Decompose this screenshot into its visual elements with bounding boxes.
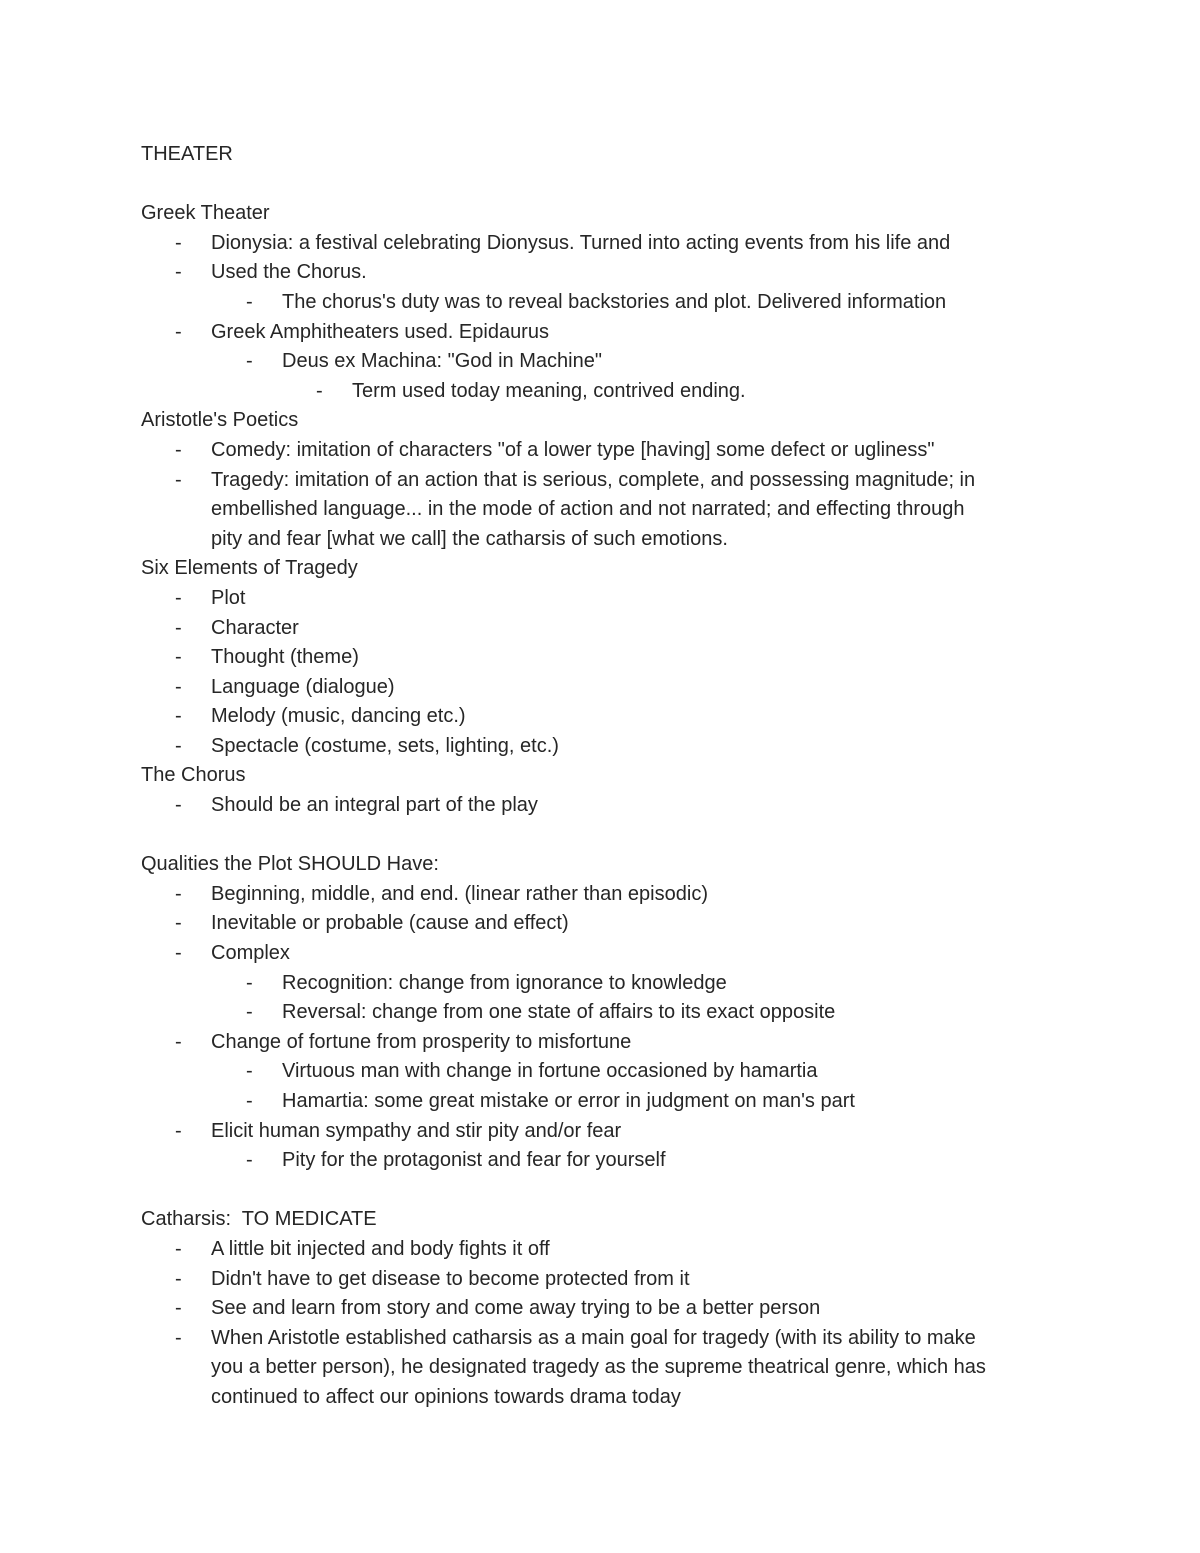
list-item-text: Thought (theme) [211, 646, 359, 669]
dash-bullet: - [175, 912, 182, 935]
list-item [141, 377, 1071, 407]
list-item-text: Deus ex Machina: "God in Machine" [282, 350, 602, 373]
dash-bullet: - [246, 350, 253, 373]
document-title [141, 140, 1071, 170]
list-item-text: Beginning, middle, and end. (linear rather than episodic) [211, 882, 708, 905]
list-item [141, 880, 1071, 910]
dash-bullet: - [316, 379, 323, 402]
heading-text: Six Elements of Tragedy [141, 557, 358, 580]
list-item-text: Complex [211, 942, 290, 965]
list-item-continuation [141, 1353, 1071, 1383]
dash-bullet: - [175, 616, 182, 639]
list-item [141, 318, 1071, 348]
list-item [141, 584, 1071, 614]
dash-bullet: - [246, 1090, 253, 1112]
list-item-text: Dionysia: a festival celebrating Dionysus. Turned into acting events from his life and [211, 231, 951, 254]
heading-text: Aristotle's Poetics [141, 409, 299, 432]
list-item-text: Recognition: change from ignorance to knowledge [282, 971, 727, 994]
dash-bullet: - [175, 1267, 182, 1290]
list-item-continuation [141, 1383, 1071, 1413]
dash-bullet: - [246, 971, 253, 994]
heading-text: Qualities the Plot SHOULD Have: [141, 853, 439, 876]
list-item [141, 939, 1071, 969]
list-item-text: Change of fortune from prosperity to misfortune [211, 1030, 632, 1053]
list-item-text: Melody (music, dancing etc.) [211, 705, 466, 728]
list-item [141, 1294, 1071, 1324]
document-body [141, 140, 1071, 1413]
dash-bullet: - [175, 1326, 182, 1349]
dash-bullet: - [175, 1237, 182, 1260]
list-item-text: Language (dialogue) [211, 675, 395, 698]
heading-text: Greek Theater [141, 202, 270, 225]
list-item-continuation [141, 495, 1071, 525]
list-item-text: The chorus's duty was to reveal backstories and plot. Delivered information [282, 290, 947, 313]
list-item-text: Used the Chorus. [211, 261, 367, 284]
dash-bullet: - [175, 586, 182, 609]
list-item-text: Spectacle (costume, sets, lighting, etc.) [211, 734, 559, 757]
list-item-text: continued to affect our opinions towards drama today [211, 1385, 681, 1408]
list-item-text: Elicit human sympathy and stir pity and/or fear [211, 1119, 622, 1142]
list-item-text: Virtuous man with change in fortune occasioned by hamartia [282, 1060, 818, 1083]
list-item-text: Comedy: imitation of characters "of a lower type [having] some defect or ugliness" [211, 438, 935, 461]
list-item [141, 1117, 1071, 1147]
dash-bullet: - [175, 734, 182, 757]
dash-bullet: - [175, 1119, 182, 1142]
section-heading-qualities [141, 850, 1071, 880]
list-item-text: Pity for the protagonist and fear for yourself [282, 1149, 666, 1172]
list-item [141, 791, 1071, 821]
dash-bullet: - [175, 438, 182, 461]
list-item-text: Didn't have to get disease to become protected from it [211, 1267, 690, 1290]
blank-line [141, 821, 1071, 851]
list-item [141, 436, 1071, 466]
dash-bullet: - [175, 320, 182, 343]
list-item [141, 1146, 1071, 1176]
heading-text: Catharsis: TO MEDICATE [141, 1208, 377, 1231]
list-item [141, 614, 1071, 644]
list-item [141, 969, 1071, 999]
list-item [141, 1087, 1071, 1117]
dash-bullet: - [175, 794, 182, 817]
list-item [141, 673, 1071, 703]
section-heading-six-elements [141, 554, 1071, 584]
list-item-text: Should be an integral part of the play [211, 794, 538, 817]
list-item [141, 702, 1071, 732]
dash-bullet: - [175, 1297, 182, 1320]
list-item [141, 643, 1071, 673]
list-item-continuation [141, 525, 1071, 555]
list-item-text: A little bit injected and body fights it off [211, 1237, 550, 1260]
list-item [141, 909, 1071, 939]
list-item-text: embellished language... in the mode of action and not narrated; and effecting through [211, 498, 965, 521]
dash-bullet: - [175, 646, 182, 669]
list-item [141, 732, 1071, 762]
dash-bullet: - [175, 942, 182, 965]
list-item-text: you a better person), he designated tragedy as the supreme theatrical genre, which has [211, 1356, 986, 1379]
title-text: THEATER [141, 143, 233, 165]
heading-text: The Chorus [141, 764, 246, 787]
dash-bullet: - [246, 1060, 253, 1083]
list-item [141, 1265, 1071, 1295]
list-item-text: pity and fear [what we call] the catharsis of such emotions. [211, 527, 728, 550]
list-item [141, 288, 1071, 318]
list-item-text: Hamartia: some great mistake or error in judgment on man's part [282, 1090, 855, 1112]
list-item [141, 466, 1071, 496]
dash-bullet: - [175, 882, 182, 905]
list-item [141, 998, 1071, 1028]
dash-bullet: - [246, 290, 253, 313]
section-heading-catharsis [141, 1205, 1071, 1235]
dash-bullet: - [175, 705, 182, 728]
blank-line [141, 170, 1071, 200]
section-heading-greek-theater [141, 199, 1071, 229]
list-item-text: Greek Amphitheaters used. Epidaurus [211, 320, 549, 343]
section-heading-chorus [141, 761, 1071, 791]
list-item [141, 347, 1071, 377]
list-item [141, 1057, 1071, 1087]
list-item-text: Reversal: change from one state of affairs to its exact opposite [282, 1001, 836, 1024]
dash-bullet: - [175, 231, 182, 254]
list-item-text: Inevitable or probable (cause and effect) [211, 912, 569, 935]
dash-bullet: - [175, 261, 182, 284]
list-item-text: Character [211, 616, 299, 639]
blank-line [141, 1176, 1071, 1206]
list-item [141, 1235, 1071, 1265]
list-item-text: Plot [211, 586, 246, 609]
section-heading-poetics [141, 406, 1071, 436]
list-item-text: Term used today meaning, contrived ending. [352, 379, 746, 402]
list-item [141, 1028, 1071, 1058]
dash-bullet: - [246, 1001, 253, 1024]
list-item-text: When Aristotle established catharsis as a main goal for tragedy (with its ability to make [211, 1326, 976, 1349]
list-item [141, 1324, 1071, 1354]
list-item-text: Tragedy: imitation of an action that is serious, complete, and possessing magnitude; in [211, 468, 976, 491]
list-item [141, 258, 1071, 288]
dash-bullet: - [175, 675, 182, 698]
list-item [141, 229, 1071, 259]
dash-bullet: - [175, 468, 182, 491]
dash-bullet: - [175, 1030, 182, 1053]
list-item-text: See and learn from story and come away trying to be a better person [211, 1297, 821, 1320]
dash-bullet: - [246, 1149, 253, 1172]
